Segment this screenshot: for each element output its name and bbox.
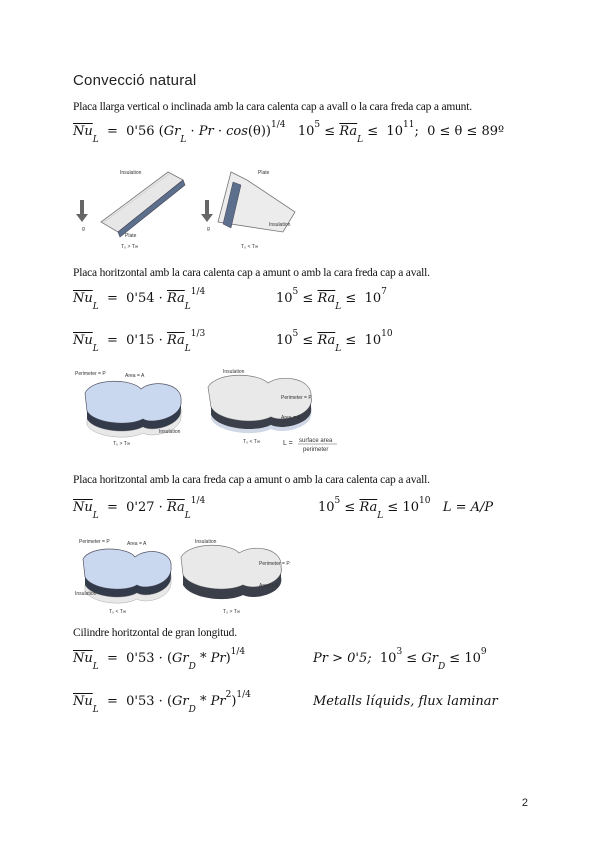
svg-text:T₀ > T∞: T₀ > T∞	[121, 244, 139, 250]
caption-horizontal-cold-up: Placa horitzontal amb la cara freda cap a amunt o amb la cara calenta cap a avall.	[73, 474, 430, 486]
svg-text:T₀ < T∞: T₀ < T∞	[241, 244, 259, 250]
fig3-label-insulation: Insulation	[75, 591, 97, 597]
horizontal-plate-figure-1	[73, 365, 343, 457]
fig2-label-insulation: Insulation	[159, 429, 181, 435]
range-horizontal-hot-up-2: $10^5 \le \overline{Ra}_L \le 10^{10}$	[276, 329, 393, 354]
fig2-lc-bottom: perimeter	[303, 447, 329, 453]
formula-horizontal-hot-up-2: $\overline{Nu}_L = 0'15 \cdot \overline{Ra}_L^{1/3}$	[73, 329, 206, 354]
fig3-label-area: Area = A	[127, 541, 147, 547]
fig3-label-perimeter: Perimeter = P	[79, 539, 110, 545]
caption-horizontal-hot-up: Placa horitzontal amb la cara calenta cap a amunt o amb la cara freda cap a avall.	[73, 267, 430, 279]
fig1-label-plate: Plate	[125, 233, 137, 239]
svg-text:g: g	[82, 226, 85, 232]
fig3-label-area-2: Area = A	[259, 583, 279, 589]
fig2-label-insulation-2: Insulation	[223, 369, 245, 375]
fig2-label-perimeter-2: Perimeter = P	[281, 395, 312, 401]
fig2-label-perimeter: Perimeter = P	[75, 371, 106, 377]
formula-horizontal-hot-up-1: $\overline{Nu}_L = 0'54 \cdot \overline{Ra}_L^{1/4}$	[73, 287, 206, 312]
range-cylinder-1: Pr > 0'5; $10^3 \le Gr_D \le 10^9$	[313, 647, 487, 672]
fig2-label-area-2: Area = A	[281, 415, 301, 421]
fig3-label-perimeter-2: Perimeter = P	[259, 561, 290, 567]
page-number: 2	[521, 797, 528, 809]
fig2-lc-lhs: L =	[283, 440, 293, 447]
svg-text:T₀ > T∞: T₀ > T∞	[113, 441, 131, 447]
fig1-label-insulation: Insulation	[120, 170, 142, 176]
svg-text:T₀ > T∞: T₀ > T∞	[223, 609, 241, 615]
svg-text:T₀ < T∞: T₀ < T∞	[243, 439, 261, 445]
caption-vertical-plate: Placa llarga vertical o inclinada amb la cara calenta cap a avall o la cara freda cap a amunt.	[73, 101, 472, 113]
horizontal-plate-figure-2	[73, 535, 313, 620]
range-horizontal-cold-up: $10^5 \le \overline{Ra}_L \le 10^{10}$ L = A/P	[318, 496, 494, 521]
fig2-label-area: Area = A	[125, 373, 145, 379]
formula-vertical-plate: $\overline{Nu}_L = 0'56$ $(Gr_L \cdot Pr \cdot \cos(\theta))^{1/4}$ $10^5 \le \overline{Ra}_L \le 10^{11}$; 0 ≤ θ ≤ 89º	[73, 120, 505, 145]
formula-cylinder-2: $\overline{Nu}_L = 0'53 \cdot (Gr_D * Pr^2)^{1/4}$	[73, 690, 251, 715]
formula-cylinder-1: $\overline{Nu}_L = 0'53 \cdot (Gr_D * Pr)^{1/4}$	[73, 647, 246, 672]
svg-text:T₀ < T∞: T₀ < T∞	[109, 609, 127, 615]
fig2-lc-top: surface area	[299, 438, 333, 444]
note-cylinder-2: Metalls líquids, flux laminar	[313, 694, 498, 709]
formula-horizontal-cold-up: $\overline{Nu}_L = 0'27 \cdot \overline{Ra}_L^{1/4}$	[73, 496, 206, 521]
fig1-label-plate-2: Plate	[258, 170, 270, 176]
inclined-plate-figure	[73, 160, 303, 255]
section-heading: Convecció natural	[73, 72, 197, 89]
fig1-label-insulation-2: Insulation	[269, 222, 291, 228]
svg-text:g: g	[207, 226, 210, 232]
range-horizontal-hot-up-1: $10^5 \le \overline{Ra}_L \le 10^7$	[276, 287, 387, 312]
fig3-label-insulation-2: Insulation	[195, 539, 217, 545]
caption-horizontal-cylinder: Cilindre horitzontal de gran longitud.	[73, 627, 237, 639]
